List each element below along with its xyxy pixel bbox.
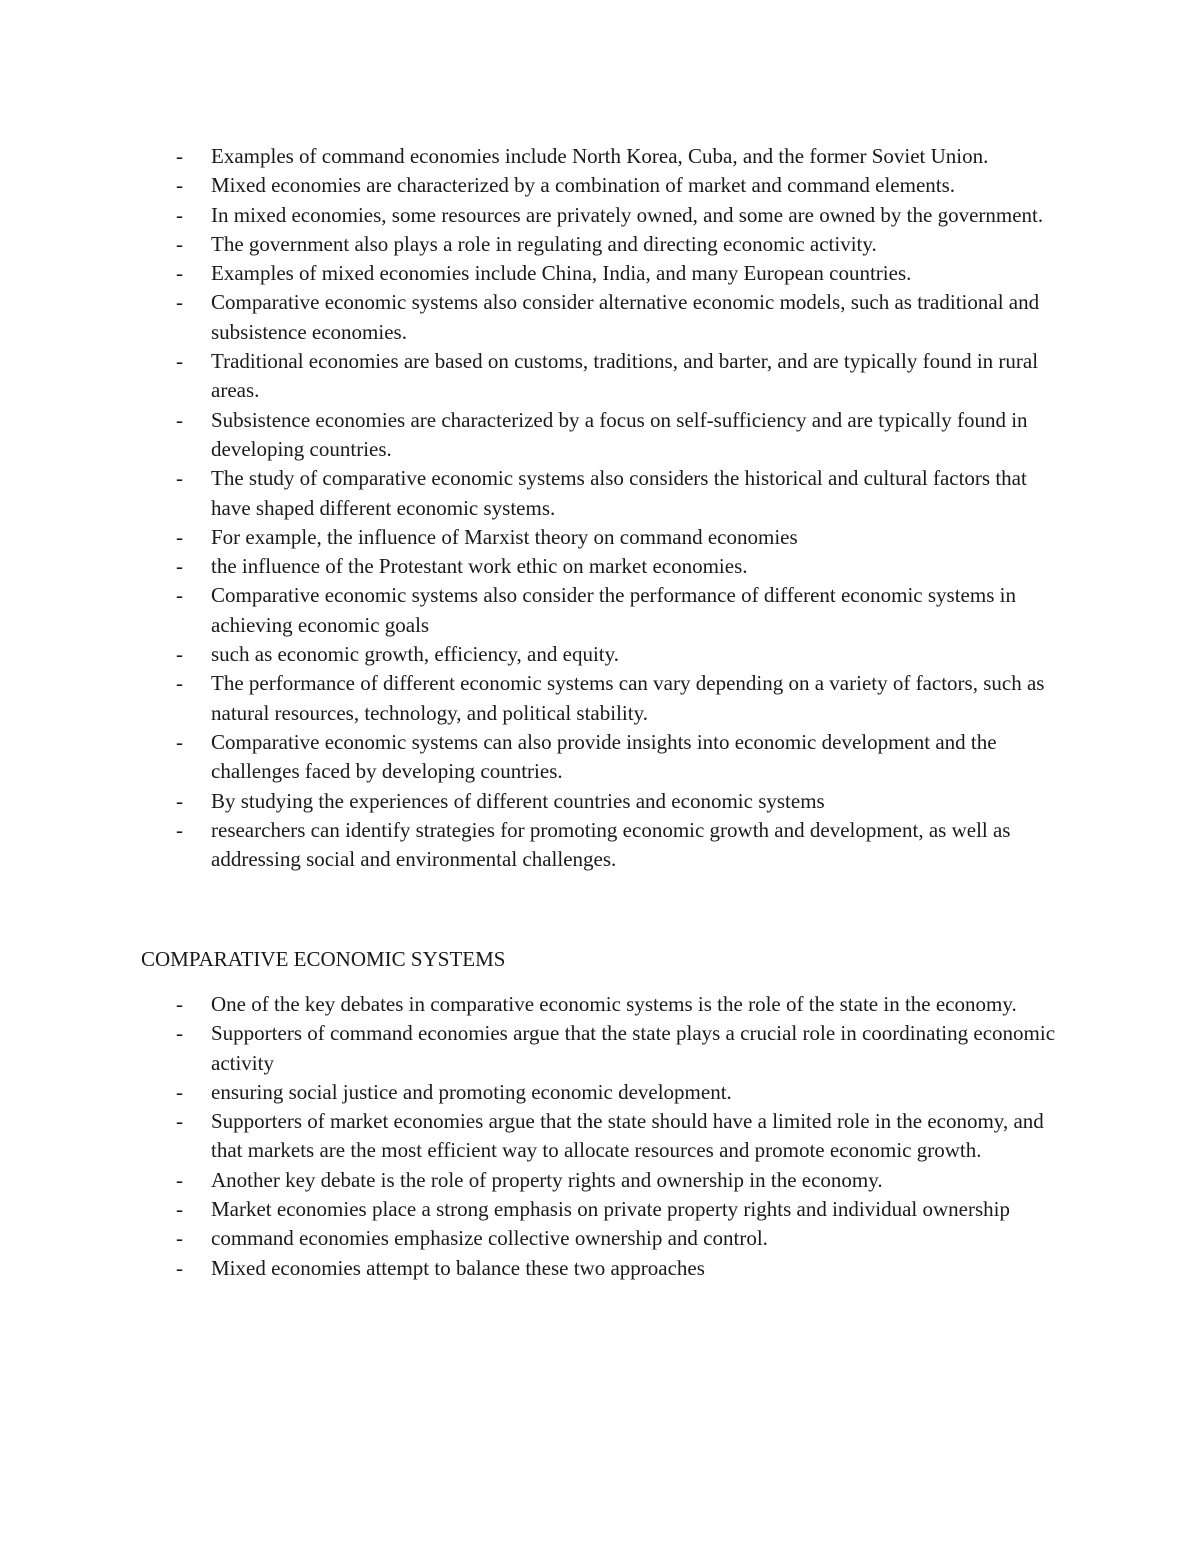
list-item bbox=[0, 1019, 1200, 1078]
list-item bbox=[0, 1254, 1200, 1283]
bullet-dash: - bbox=[176, 1021, 183, 1046]
bullet-list-2 bbox=[0, 990, 1200, 1283]
list-item-text: Supporters of market economies argue that the state should have a limited role in the economy, and that markets are the most efficient way to allocate resources and promote economic growth. bbox=[211, 1109, 1044, 1163]
list-item bbox=[0, 406, 1200, 465]
list-item-text: Subsistence economies are characterized by a focus on self-sufficiency and are typically found in developing countries. bbox=[211, 407, 1028, 461]
list-item-text: Supporters of command economies argue that the state plays a crucial role in coordinating economic activity bbox=[211, 1021, 1056, 1075]
list-item-text: In mixed economies, some resources are privately owned, and some are owned by the government. bbox=[211, 202, 1044, 227]
bullet-dash: - bbox=[176, 173, 183, 198]
bullet-list-1 bbox=[0, 142, 1200, 874]
list-item-text: Mixed economies attempt to balance these two approaches bbox=[211, 1255, 705, 1280]
list-item-text: Mixed economies are characterized by a combination of market and command elements. bbox=[211, 173, 956, 198]
bullet-dash: - bbox=[176, 144, 183, 168]
list-item bbox=[0, 1166, 1200, 1195]
list-item-text: The government also plays a role in regulating and directing economic activity. bbox=[211, 231, 877, 256]
bullet-dash: - bbox=[176, 1255, 183, 1280]
list-item bbox=[0, 1107, 1200, 1166]
list-item bbox=[0, 1078, 1200, 1107]
list-item bbox=[0, 288, 1200, 347]
bullet-dash: - bbox=[176, 817, 183, 842]
list-item-text: By studying the experiences of different countries and economic systems bbox=[211, 788, 825, 813]
list-item bbox=[0, 552, 1200, 581]
list-item-text: the influence of the Protestant work ethic on market economies. bbox=[211, 554, 748, 579]
list-item bbox=[0, 669, 1200, 728]
list-item-text: Comparative economic systems also consider the performance of different economic systems in achieving economic goals bbox=[211, 583, 1016, 637]
bullet-dash: - bbox=[176, 583, 183, 608]
list-item bbox=[0, 816, 1200, 875]
bullet-dash: - bbox=[176, 1079, 183, 1104]
bullet-dash: - bbox=[176, 202, 183, 227]
section-heading: COMPARATIVE ECONOMIC SYSTEMS bbox=[141, 947, 506, 971]
list-item bbox=[0, 1195, 1200, 1224]
list-item-text: Traditional economies are based on customs, traditions, and barter, and are typically found in rural areas. bbox=[211, 349, 1039, 403]
bullet-dash: - bbox=[176, 524, 183, 549]
bullet-dash: - bbox=[176, 788, 183, 813]
bullet-dash: - bbox=[176, 261, 183, 286]
list-item-text: Examples of command economies include North Korea, Cuba, and the former Soviet Union. bbox=[211, 144, 989, 168]
bullet-dash: - bbox=[176, 466, 183, 491]
list-item bbox=[0, 201, 1200, 230]
list-item bbox=[0, 581, 1200, 640]
bullet-dash: - bbox=[176, 407, 183, 432]
list-item bbox=[0, 259, 1200, 288]
list-item-text: One of the key debates in comparative economic systems is the role of the state in the economy. bbox=[211, 992, 1017, 1016]
bullet-dash: - bbox=[176, 642, 183, 667]
list-item bbox=[0, 464, 1200, 523]
list-item-text: Another key debate is the role of property rights and ownership in the economy. bbox=[211, 1167, 883, 1192]
list-item-text: ensuring social justice and promoting economic development. bbox=[211, 1079, 732, 1104]
list-item-text: researchers can identify strategies for promoting economic growth and development, as well as addressing social and environmental challenges. bbox=[211, 817, 1011, 872]
list-item-text: Comparative economic systems can also provide insights into economic development and the challenges faced by developing countries. bbox=[211, 729, 997, 784]
bullet-dash: - bbox=[176, 671, 183, 696]
bullet-dash: - bbox=[176, 1197, 183, 1222]
bullet-dash: - bbox=[176, 290, 183, 315]
list-item bbox=[0, 1224, 1200, 1253]
list-item-text: The study of comparative economic systems also considers the historical and cultural factors that have shaped different economic systems. bbox=[211, 466, 1027, 520]
list-item bbox=[0, 728, 1200, 787]
bullet-dash: - bbox=[176, 992, 183, 1016]
list-item bbox=[0, 347, 1200, 406]
bullet-dash: - bbox=[176, 231, 183, 256]
list-item-text: command economies emphasize collective ownership and control. bbox=[211, 1226, 768, 1251]
list-item-text: Market economies place a strong emphasis on private property rights and individual ownership bbox=[211, 1197, 1010, 1222]
list-item bbox=[0, 990, 1200, 1019]
list-item-text: The performance of different economic systems can vary depending on a variety of factors, such as natural resources, technology, and political stability. bbox=[211, 671, 1045, 725]
bullet-dash: - bbox=[176, 729, 183, 754]
list-item bbox=[0, 787, 1200, 816]
list-item-text: Examples of mixed economies include China, India, and many European countries. bbox=[211, 261, 912, 286]
list-item bbox=[0, 230, 1200, 259]
list-item-text: For example, the influence of Marxist theory on command economies bbox=[211, 524, 798, 549]
bullet-dash: - bbox=[176, 1109, 183, 1134]
list-item bbox=[0, 142, 1200, 171]
list-item bbox=[0, 171, 1200, 200]
bullet-dash: - bbox=[176, 554, 183, 579]
bullet-dash: - bbox=[176, 1167, 183, 1192]
list-item bbox=[0, 640, 1200, 669]
list-item bbox=[0, 523, 1200, 552]
list-item-text: Comparative economic systems also consider alternative economic models, such as traditional and subsistence economies. bbox=[211, 290, 1040, 344]
bullet-dash: - bbox=[176, 349, 183, 374]
bullet-dash: - bbox=[176, 1226, 183, 1251]
list-item-text: such as economic growth, efficiency, and equity. bbox=[211, 642, 620, 667]
